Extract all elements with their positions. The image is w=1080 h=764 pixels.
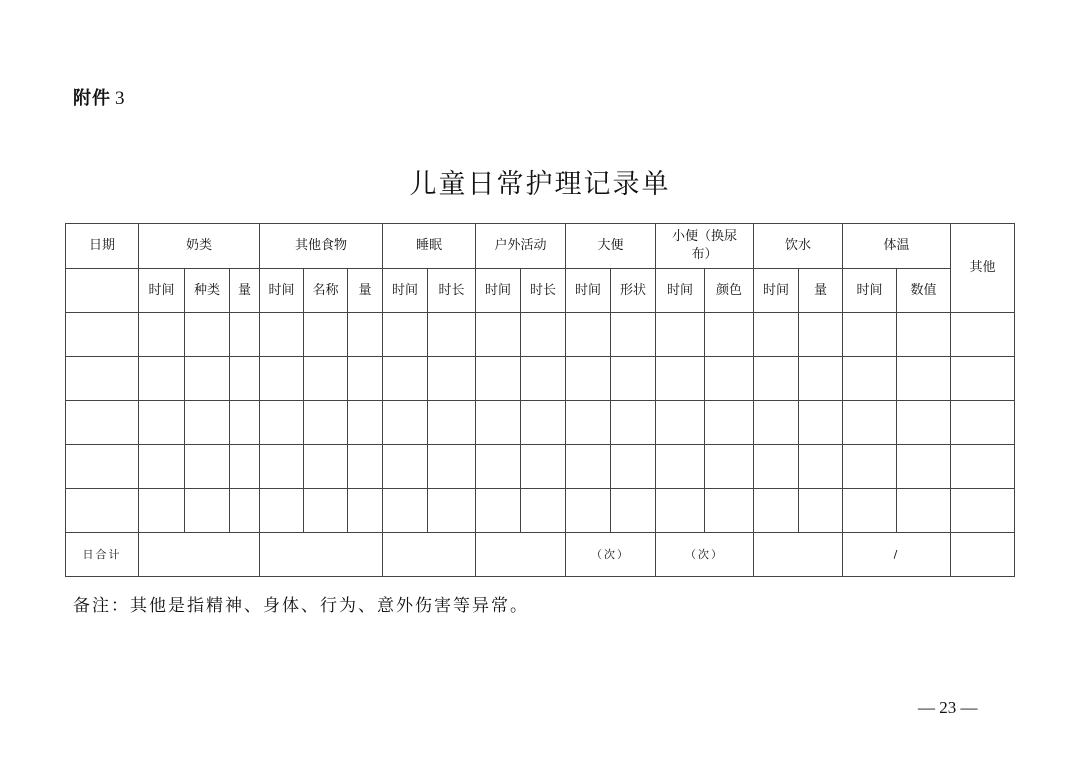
table-cell[interactable] [897,445,951,489]
table-cell[interactable] [139,401,185,445]
table-cell[interactable] [799,357,843,401]
attachment-text: 附件 [73,88,111,109]
header-date: 日期 [66,224,139,269]
summary-stool[interactable]: （次） [566,533,656,577]
table-cell[interactable] [66,313,139,357]
subheader-milk-type: 种类 [185,269,230,313]
table-cell[interactable] [476,401,521,445]
summary-water[interactable] [754,533,843,577]
subheader-outdoor-time: 时间 [476,269,521,313]
summary-other[interactable] [951,533,1015,577]
table-cell[interactable] [754,357,799,401]
table-cell[interactable] [304,445,348,489]
table-cell[interactable] [260,445,304,489]
summary-row [66,533,1015,577]
table-cell[interactable] [66,401,139,445]
table-cell[interactable] [897,357,951,401]
table-cell[interactable] [185,313,230,357]
table-cell[interactable] [843,401,897,445]
table-row [66,445,1015,489]
summary-urine[interactable]: （次） [656,533,754,577]
table-cell[interactable] [185,401,230,445]
table-cell[interactable] [566,489,611,533]
table-cell[interactable] [230,401,260,445]
table-cell[interactable] [260,489,304,533]
table-cell[interactable] [951,445,1015,489]
table-cell[interactable] [843,489,897,533]
table-cell[interactable] [428,313,476,357]
table-cell[interactable] [476,445,521,489]
table-cell[interactable] [521,357,566,401]
table-cell[interactable] [304,489,348,533]
table-cell[interactable] [754,489,799,533]
table-cell[interactable] [383,489,428,533]
table-cell[interactable] [611,489,656,533]
table-cell[interactable] [611,357,656,401]
table-cell[interactable] [566,313,611,357]
subheader-milk-amount: 量 [230,269,260,313]
table-cell[interactable] [705,489,754,533]
table-cell[interactable] [799,445,843,489]
table-cell[interactable] [348,401,383,445]
summary-sleep[interactable] [383,533,476,577]
table-cell[interactable] [656,401,705,445]
table-cell[interactable] [428,401,476,445]
table-cell[interactable] [348,313,383,357]
table-cell[interactable] [428,445,476,489]
table-cell[interactable] [951,489,1015,533]
table-cell[interactable] [754,313,799,357]
attachment-number: 3 [115,88,126,109]
subheader-food-name: 名称 [304,269,348,313]
table-cell[interactable] [799,401,843,445]
subheader-temp-value: 数值 [897,269,951,313]
table-cell[interactable] [521,445,566,489]
summary-outdoor[interactable] [476,533,566,577]
table-cell[interactable] [843,357,897,401]
header-urine: 小便（换尿布） [656,224,754,269]
subheader-food-amount: 量 [348,269,383,313]
table-cell[interactable] [951,401,1015,445]
table-cell[interactable] [348,489,383,533]
table-cell[interactable] [611,445,656,489]
note-text: 备注：其他是指精神、身体、行为、意外伤害等异常。 [73,596,529,616]
table-cell[interactable] [521,401,566,445]
table-cell[interactable] [656,313,705,357]
table-cell[interactable] [566,357,611,401]
blank-rows [66,313,1015,533]
header-row-subcolumns [66,269,1015,313]
header-milk: 奶类 [139,224,260,269]
subheader-temp-time: 时间 [843,269,897,313]
summary-temperature[interactable]: / [843,533,951,577]
table-cell[interactable] [521,313,566,357]
header-temperature: 体温 [843,224,951,269]
subheader-milk-time: 时间 [139,269,185,313]
table-cell[interactable] [230,445,260,489]
table-cell[interactable] [428,489,476,533]
header-outdoor: 户外活动 [476,224,566,269]
table-cell[interactable] [428,357,476,401]
table-cell[interactable] [260,401,304,445]
table-cell[interactable] [656,357,705,401]
table-cell[interactable] [476,489,521,533]
header-water: 饮水 [754,224,843,269]
table-cell[interactable] [66,445,139,489]
header-other-food: 其他食物 [260,224,383,269]
table-cell[interactable] [843,445,897,489]
table-cell[interactable] [705,357,754,401]
header-row-groups [66,224,1015,269]
header-stool: 大便 [566,224,656,269]
table-cell[interactable] [66,489,139,533]
table-cell[interactable] [139,313,185,357]
table-cell[interactable] [139,357,185,401]
header-other: 其他 [951,224,1015,313]
table-cell[interactable] [843,313,897,357]
table-cell[interactable] [897,401,951,445]
table-cell[interactable] [951,313,1015,357]
table-cell[interactable] [705,445,754,489]
summary-label: 日合计 [66,533,139,577]
table-cell[interactable] [304,401,348,445]
subheader-stool-time: 时间 [566,269,611,313]
header-sleep: 睡眠 [383,224,476,269]
table-cell[interactable] [521,489,566,533]
table-cell[interactable] [185,445,230,489]
table-row [66,401,1015,445]
table-cell[interactable] [185,489,230,533]
table-cell[interactable] [383,313,428,357]
table-cell[interactable] [383,445,428,489]
subheader-food-time: 时间 [260,269,304,313]
table-cell[interactable] [705,313,754,357]
table-cell[interactable] [476,313,521,357]
table-cell[interactable] [656,489,705,533]
table-cell[interactable] [348,445,383,489]
table-cell[interactable] [185,357,230,401]
table-cell[interactable] [230,313,260,357]
table-cell[interactable] [656,445,705,489]
table-cell[interactable] [754,445,799,489]
care-record-table [65,223,1015,577]
page-number: — 23 — [918,698,978,717]
table-row [66,489,1015,533]
table-cell[interactable] [260,357,304,401]
subheader-urine-color: 颜色 [705,269,754,313]
subheader-water-time: 时间 [754,269,799,313]
subheader-sleep-duration: 时长 [428,269,476,313]
table-row [66,313,1015,357]
subheader-water-amount: 量 [799,269,843,313]
table-cell[interactable] [230,489,260,533]
table-cell[interactable] [799,313,843,357]
table-cell[interactable] [705,401,754,445]
table-cell[interactable] [799,489,843,533]
table-cell[interactable] [611,401,656,445]
subheader-urine-time: 时间 [656,269,705,313]
table-cell[interactable] [304,357,348,401]
attachment-label [73,84,126,110]
subheader-stool-shape: 形状 [611,269,656,313]
summary-other-food[interactable] [260,533,383,577]
table-cell[interactable] [951,357,1015,401]
page-title: 儿童日常护理记录单 [409,169,671,200]
table-cell[interactable] [139,445,185,489]
table-cell[interactable] [66,357,139,401]
table-cell[interactable] [897,313,951,357]
subheader-sleep-time: 时间 [383,269,428,313]
table-cell[interactable] [566,445,611,489]
subheader-date-blank [66,269,139,313]
table-row [66,357,1015,401]
table-cell[interactable] [348,357,383,401]
table-cell[interactable] [260,313,304,357]
table-cell[interactable] [230,357,260,401]
table-cell[interactable] [304,313,348,357]
subheader-outdoor-duration: 时长 [521,269,566,313]
table-cell[interactable] [611,313,656,357]
table-cell[interactable] [897,489,951,533]
table-cell[interactable] [139,489,185,533]
table-cell[interactable] [383,357,428,401]
table-cell[interactable] [754,401,799,445]
summary-milk[interactable] [139,533,260,577]
table-cell[interactable] [383,401,428,445]
table-cell[interactable] [476,357,521,401]
table-cell[interactable] [566,401,611,445]
